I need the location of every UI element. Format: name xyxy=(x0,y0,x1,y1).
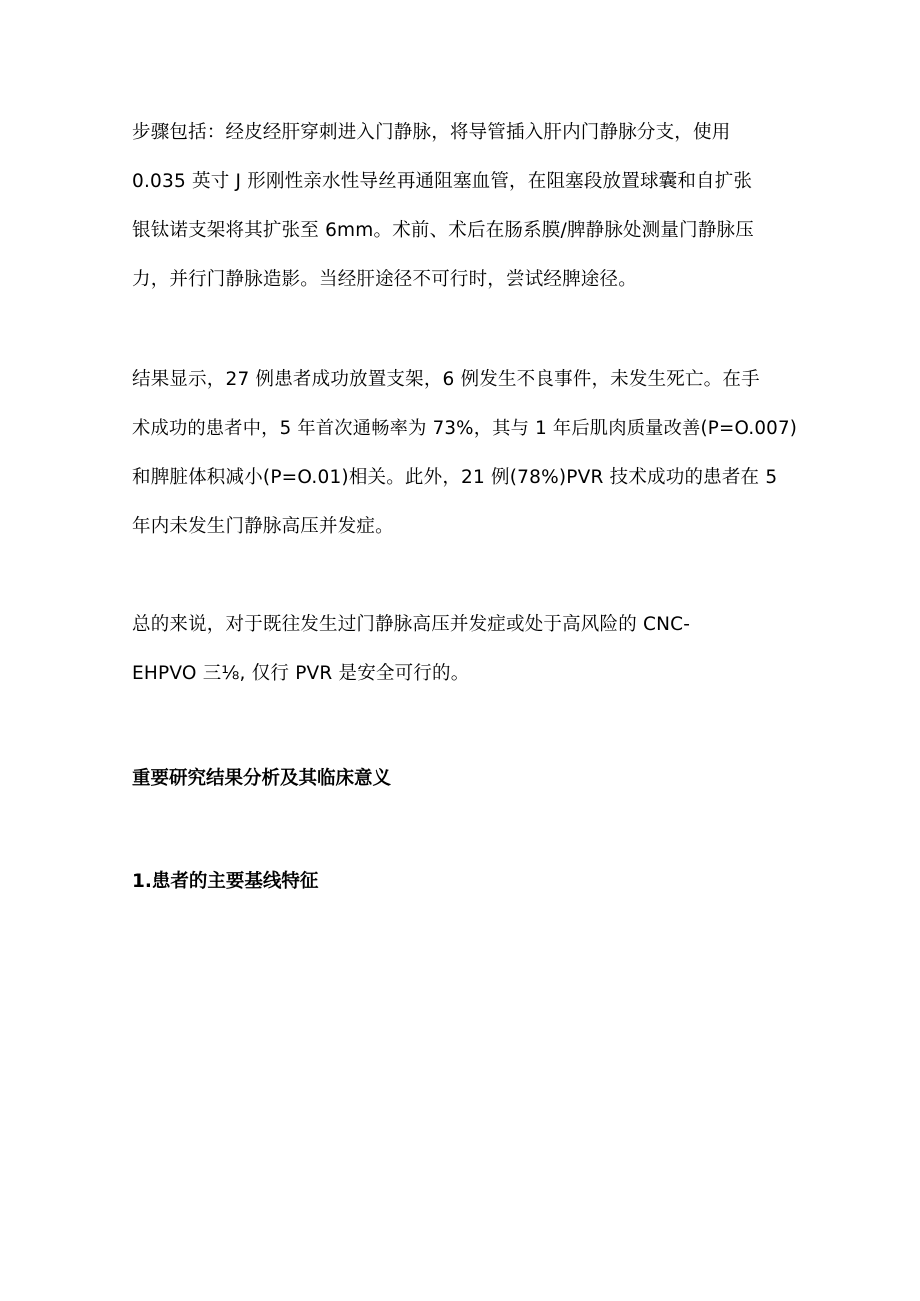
paragraph-results xyxy=(132,355,800,551)
subsection-heading: 1.患者的主要基线特征 xyxy=(132,871,319,892)
paragraph-conclusion xyxy=(132,600,800,698)
paragraph-line: EHPVO 三⅛, 仅行 PVR 是安全可行的。 xyxy=(132,663,470,684)
paragraph-line: 术成功的患者中，5 年首次通畅率为 73%，其与 1 年后肌肉质量改善(P=O.007) xyxy=(132,418,798,439)
paragraph-line: 步骤包括：经皮经肝穿刺进入门静脉，将导管插入肝内门静脉分支，使用 xyxy=(132,122,731,143)
section-heading: 重要研究结果分析及其临床意义 xyxy=(132,768,392,789)
paragraph-line: 总的来说，对于既往发生过门静脉高压并发症或处于高风险的 CNC- xyxy=(132,614,691,635)
paragraph-line: 0.035 英寸 J 形刚性亲水性导丝再通阻塞血管，在阻塞段放置球囊和自扩张 xyxy=(132,171,753,192)
paragraph-line: 和脾脏体积减小(P=O.01)相关。此外，21 例(78%)PVR 技术成功的患者在 5 xyxy=(132,467,778,488)
paragraph-line: 结果显示，27 例患者成功放置支架，6 例发生不良事件，未发生死亡。在手 xyxy=(132,369,760,390)
paragraph-line: 力，并行门静脉造影。当经肝途径不可行时，尝试经脾途径。 xyxy=(132,269,637,290)
paragraph-procedure xyxy=(132,108,800,304)
paragraph-line: 年内未发生门静脉高压并发症。 xyxy=(132,516,394,537)
paragraph-line: 银钛诺支架将其扩张至 6mm。术前、术后在肠系膜/脾静脉处测量门静脉压 xyxy=(132,220,754,241)
